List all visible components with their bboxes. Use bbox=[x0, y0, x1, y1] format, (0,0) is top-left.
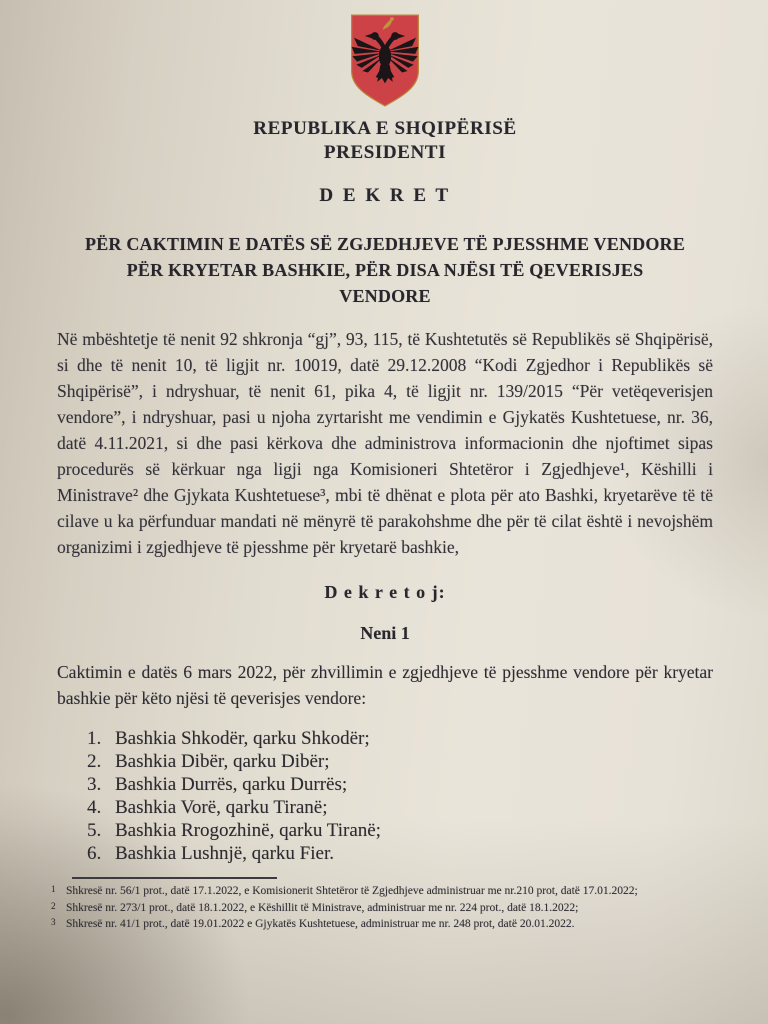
list-item bbox=[87, 842, 713, 865]
decree-title-line-1: PËR CAKTIMIN E DATËS SË ZGJEDHJEVE TË PJESSHME VENDORE bbox=[85, 234, 685, 254]
enacting-word: D e k r e t o j: bbox=[324, 582, 446, 602]
footnote-marker: 1 bbox=[51, 884, 56, 894]
article-intro-paragraph: Caktimin e datës 6 mars 2022, për zhvillimin e zgjedhjeve të pjesshme vendore për kryetar bashkie për këto njësi të qeverisjes vendore: bbox=[57, 662, 713, 708]
footnote-2 bbox=[51, 900, 713, 917]
list-item-number: 6. bbox=[87, 843, 102, 864]
footnote-3 bbox=[51, 916, 713, 933]
list-item-number: 4. bbox=[87, 797, 102, 818]
list-item-number: 3. bbox=[87, 774, 102, 795]
list-item bbox=[87, 727, 713, 750]
list-item-text: Bashkia Vorë, qarku Tiranë; bbox=[115, 797, 328, 818]
list-item-text: Bashkia Durrës, qarku Durrës; bbox=[115, 774, 348, 795]
footnote-text: Shkresë nr. 41/1 prot., datë 19.01.2022 e Gjykatës Kushtetuese, administruar me nr. 248 prot, datë 20.01.2022. bbox=[66, 918, 575, 930]
preamble-paragraph: Në mbështetje të nenit 92 shkronja “gj”, 93, 115, të Kushtetutës së Republikës së Shqipërisë, si dhe të nenit 10, të ligjit nr. 10019, datë 29.12.2008 “Kodi Zgjedhor i Republikës së Shqipërisë”, i ndryshuar, të nenit 61, pika 4, të ligjit nr. 139/2015 “Për vetëqeverisjen vendore”, i ndryshuar, pasi u njoha zyrtarisht me vendimin e Gjykatës Kushtetuese, nr. 36, datë 4.11.2021, si dhe pasi kërkova dhe administrova informacionin dhe njoftimet sipas procedurës së kërkuar nga ligji nga Komisioneri Shtetëror i Zgjedhjeve¹, Këshilli i Ministrave² dhe Gjykata Kushtetuese³, mbi të dhënat e plota për ato Bashki, kryetarëve të të cilave u ka përfunduar mandati në mënyrë të parakohshme dhe për të cilat është i nevojshëm organizimi i zgjedhjeve të pjesshme për kryetarë bashkie, bbox=[57, 329, 713, 557]
list-item bbox=[87, 750, 713, 773]
footnote-marker: 2 bbox=[51, 900, 56, 911]
list-item bbox=[87, 819, 713, 842]
footnotes bbox=[51, 883, 713, 933]
president-header: PRESIDENTI bbox=[323, 142, 447, 163]
decree-title-line-2: PËR KRYETAR BASHKIE, PËR DISA NJËSI TË QEVERISJES bbox=[126, 260, 644, 280]
list-item-number: 5. bbox=[87, 820, 102, 841]
list-item-text: Bashkia Lushnjë, qarku Fier. bbox=[115, 843, 334, 864]
decree-title bbox=[57, 231, 713, 309]
footnote-text: Shkresë nr. 273/1 prot., datë 18.1.2022, e Këshillit të Ministrave, administruar me nr. 224 prot., datë 18.1.2022; bbox=[66, 901, 579, 914]
decree-heading: D E K R E T bbox=[319, 185, 451, 206]
footnote-text: Shkresë nr. 56/1 prot., datë 17.1.2022, e Komisionerit Shtetëror të Zgjedhjeve administruar me nr.210 prot, datë 17.01.2022; bbox=[66, 885, 638, 897]
list-item-text: Bashkia Rrogozhinë, qarku Tiranë; bbox=[115, 820, 381, 841]
municipality-list bbox=[57, 727, 713, 865]
footnote-separator bbox=[72, 877, 277, 879]
footnote-1 bbox=[51, 883, 713, 900]
article-heading: Neni 1 bbox=[360, 623, 410, 643]
footnotes-section bbox=[51, 877, 713, 933]
decree-title-line-3: VENDORE bbox=[339, 286, 431, 306]
republic-header: REPUBLIKA E SHQIPËRISË bbox=[253, 118, 517, 139]
albania-coat-of-arms-icon bbox=[346, 12, 424, 109]
list-item bbox=[87, 796, 713, 819]
list-item bbox=[87, 773, 713, 796]
list-item-text: Bashkia Dibër, qarku Dibër; bbox=[115, 751, 330, 772]
list-item-text: Bashkia Shkodër, qarku Shkodër; bbox=[115, 728, 370, 749]
list-item-number: 1. bbox=[87, 728, 102, 749]
list-item-number: 2. bbox=[87, 751, 102, 772]
footnote-marker: 3 bbox=[51, 917, 56, 927]
